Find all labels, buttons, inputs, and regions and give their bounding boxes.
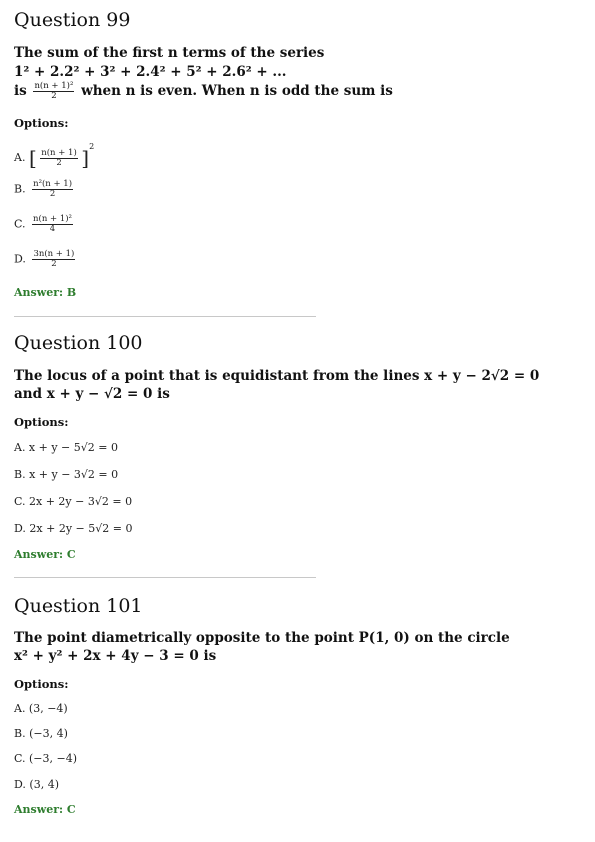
fraction-denominator: 2	[56, 157, 62, 168]
question-text-line: 1² + 2.2² + 3² + 2.4² + 5² + 2.6² + ...	[14, 64, 287, 80]
question-text-line: and x + y − √2 = 0 is	[14, 386, 170, 402]
fraction-denominator: 2	[51, 91, 57, 101]
fraction	[33, 82, 74, 101]
option-b[interactable]: B. x + y − 3√2 = 0	[14, 468, 119, 481]
question-title: Question 100	[14, 332, 143, 354]
bracket-close: ]	[81, 146, 90, 170]
option-letter: C.	[14, 217, 26, 231]
question-title: Question 101	[14, 595, 143, 617]
question-text-line: x² + y² + 2x + 4y − 3 = 0 is	[14, 648, 217, 664]
divider	[14, 316, 316, 317]
answer-text: Answer: C	[14, 803, 76, 816]
fraction-denominator: 4	[49, 224, 56, 234]
fraction-numerator: n(n + 1)²	[33, 214, 72, 224]
fraction	[40, 149, 78, 168]
answer-text: Answer: C	[14, 548, 76, 561]
option-a[interactable]	[14, 142, 94, 170]
fraction-numerator: n(n + 1)	[41, 147, 77, 158]
fraction-numerator: 3n(n + 1)	[33, 249, 75, 259]
fraction-numerator: n(n + 1)²	[34, 81, 74, 91]
options-label: Options:	[14, 677, 69, 691]
fraction-denominator: 2	[51, 259, 57, 269]
option-c[interactable]: C. (−3, −4)	[14, 752, 78, 765]
option-a[interactable]: A. x + y − 5√2 = 0	[14, 441, 118, 454]
exponent: 2	[89, 142, 95, 151]
option-d[interactable]: D. (3, 4)	[14, 778, 59, 791]
question-text-line	[14, 82, 393, 101]
answer-text: Answer: B	[14, 286, 77, 299]
option-c[interactable]: C. 2x + 2y − 3√2 = 0	[14, 495, 133, 508]
divider	[14, 577, 316, 578]
option-d[interactable]: D. 2x + 2y − 5√2 = 0	[14, 522, 133, 535]
question-text-fragment: is	[14, 83, 27, 99]
question-text-line: The locus of a point that is equidistant from the lines x + y − 2√2 = 0	[14, 368, 540, 384]
options-label: Options:	[14, 116, 69, 130]
question-title: Question 99	[14, 9, 131, 31]
fraction	[32, 215, 73, 234]
option-a[interactable]: A. (3, −4)	[14, 702, 68, 715]
question-text-line: The sum of the first n terms of the series	[14, 45, 325, 61]
bracket-open: [	[28, 146, 37, 170]
fraction-denominator: 2	[49, 189, 56, 199]
question-text-fragment: when n is even. When n is odd the sum is	[81, 83, 393, 99]
option-b[interactable]: B. (−3, 4)	[14, 727, 68, 740]
option-b[interactable]	[14, 180, 73, 199]
option-letter: A.	[14, 151, 26, 164]
option-d[interactable]	[14, 250, 75, 269]
fraction	[32, 250, 75, 269]
option-letter: D.	[14, 252, 26, 266]
options-label: Options:	[14, 415, 69, 429]
question-text-line: The point diametrically opposite to the point P(1, 0) on the circle	[14, 630, 510, 646]
fraction-numerator: n²(n + 1)	[33, 179, 73, 189]
option-letter: B.	[14, 182, 26, 196]
fraction	[32, 180, 73, 199]
option-c[interactable]	[14, 215, 73, 234]
